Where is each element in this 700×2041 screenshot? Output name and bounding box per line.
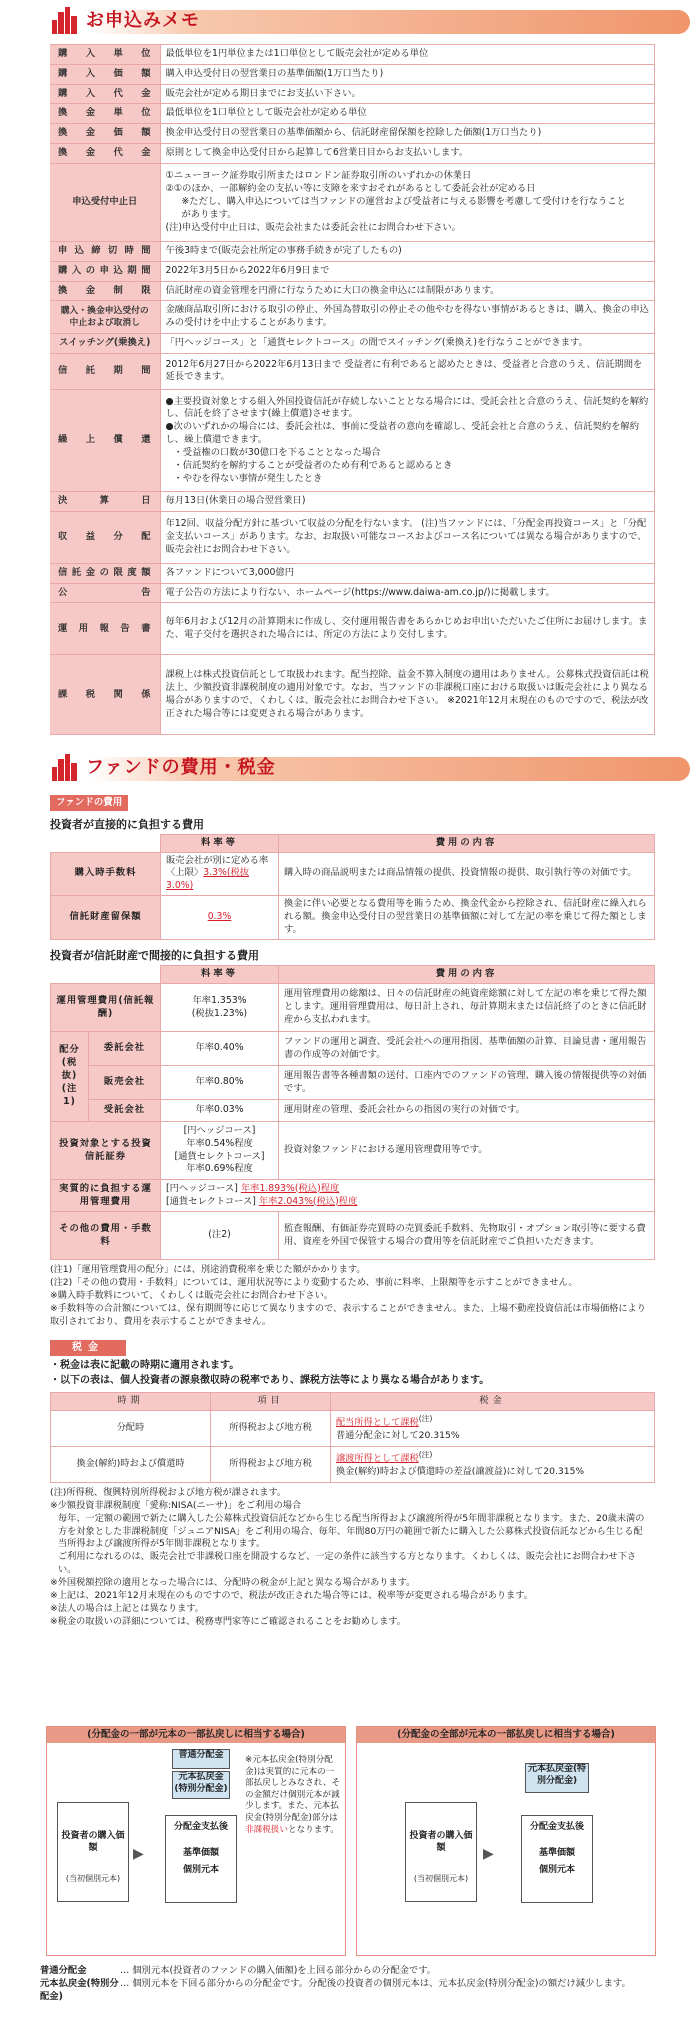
table-row <box>50 45 655 65</box>
redeem-line-1: ●主要投資対象とする組入外国投資信託が存続しないこととなる場合には、受託会社と合意のうえ、信託契約を解約し、信託を終了させます(繰上償還)させます。 <box>165 395 649 420</box>
buy-fee-content: 購入時の商品説明または商品情報の提供、投資情報の提供、取引執行等の対価です。 <box>279 852 655 895</box>
tax-item: 所得税および地方税 <box>211 1410 331 1446</box>
row-key: 換金単位 <box>50 104 160 124</box>
table-row <box>51 1212 655 1260</box>
arrow-right-icon: ▶ <box>133 1846 144 1862</box>
building-icon <box>50 6 82 36</box>
target-rate <box>161 1122 279 1180</box>
table-row <box>51 1066 655 1100</box>
row-value: 最低単位を1円単位または1口単位として販売会社が定める単位 <box>160 45 655 65</box>
investor-sub: (当初個別元本) <box>413 1874 469 1884</box>
diagram-partial-refund <box>46 1726 346 1956</box>
row-value: 2012年6月27日から2022年6月13日まで 受益者に有利であると認めたときは、受益者と合意のうえ、信託期間を延長できます。 <box>160 353 655 389</box>
target-content: 投資対象ファンドにおける運用管理費用等です。 <box>279 1122 655 1180</box>
row-key: 購入代金 <box>50 84 160 104</box>
tax-note: 毎年、一定額の範囲で新たに購入した公募株式投資信託などから生じる配当所得および譲渡所得が5年間非課税となります。また、20歳未満の方を対象とした非課税制度「ジュニアNISA」をご利用の場合、毎年、年間80万円の範囲で新たに購入した公募株式投資信託などから生じる配当所得および譲渡所得が5年間非課税となります。 <box>58 1512 645 1550</box>
direct-fee-table <box>50 834 655 940</box>
row-value <box>160 389 655 491</box>
table-header-row <box>51 834 655 852</box>
row-value: 金融商品取引所における取引の停止、外国為替取引の停止その他やむを得ない事情があるときは、購入、換金の申込みの受付けを中止することがあります。 <box>160 301 655 334</box>
tax-bullet-1: ・税金は表に記載の時期に適用されます。 <box>50 1360 240 1372</box>
table-row <box>50 511 655 563</box>
mgmt-rate-net: (税抜1.23%) <box>191 1007 248 1019</box>
legend-key: 元本払戻金(特別分配金) <box>40 1978 119 2003</box>
legend-key: 普通分配金 <box>40 1965 87 1976</box>
row-value: 午後3時まで(販売会社所定の事務手続きが完了したもの) <box>160 241 655 261</box>
tax-note: ※外国税額控除の適用となった場合には、分配時の税金が上記と異なる場合があります。 <box>50 1577 416 1588</box>
nav-label: 基準価額 <box>538 1847 575 1858</box>
alloc-key: 配分(税抜)(注1) <box>51 1032 89 1122</box>
actual-course-1: [円ヘッジコース] <box>166 1182 238 1194</box>
tax-type: 譲渡所得として課税 <box>336 1453 419 1465</box>
table-row <box>50 353 655 389</box>
refund-note-red: 非課税扱い <box>245 1824 288 1835</box>
diagram-title: (分配金の全部が元本の一部払戻しに相当する場合) <box>357 1727 655 1743</box>
diagram-legend <box>40 1964 660 2003</box>
buy-fee-rate <box>161 852 279 895</box>
refund-box: 元本払戻金(特別分配金) <box>172 1771 230 1799</box>
tax-note: ※税金の取扱いの詳細については、税務専門家等にご確認されることをお勧めします。 <box>50 1615 406 1627</box>
tax-note: ※少額投資非課税制度「愛称:NISA(ニーサ)」をご利用の場合 <box>50 1499 302 1511</box>
tax-note: ※法人の場合は上記とは異なります。 <box>50 1602 204 1614</box>
stop-line-1: ①ニューヨーク証券取引所またはロンドン証券取引所のいずれかの休業日 <box>165 170 472 182</box>
buy-rate-line: 販売会社が別に定める率 <box>166 854 269 866</box>
row-value: 「円ヘッジコース」と「通貨セレクトコース」の間でスイッチング(乗換え)を行なうことができます。 <box>160 334 655 354</box>
stop-line-2: ②①のほか、一部解約金の支払い等に支障を来すおそれがあるとして委託会社が定める日 <box>165 183 536 195</box>
row-value <box>160 163 655 241</box>
actual-rate-2: 年率2.043%(税込)程度 <box>258 1195 358 1207</box>
investor-label: 投資者の購入価額 <box>409 1831 473 1853</box>
buy-rate-value: 3.3%(税抜3.0%) <box>166 867 250 892</box>
row-key: 課税関係 <box>50 655 160 735</box>
reserve-key: 信託財産留保額 <box>51 896 161 940</box>
row-key: 換金代金 <box>50 144 160 164</box>
alloc-content: 運用報告書等各種書類の送付、口座内でのファンドの管理、購入後の情報提供等の対価です。 <box>279 1066 655 1100</box>
row-key: 購入の申込期間 <box>50 261 160 281</box>
after-label: 分配金支払後 <box>529 1822 584 1832</box>
memo-section-header <box>50 6 690 36</box>
row-value: 各ファンドについて3,000億円 <box>160 563 655 583</box>
row-key: 換金価額 <box>50 124 160 144</box>
tax-type: 配当所得として課税 <box>336 1417 419 1429</box>
target-rate-3: [通貨セレクトコース] <box>174 1150 265 1162</box>
legend-row <box>40 1964 660 1977</box>
mgmt-rate <box>161 984 279 1032</box>
mgmt-key: 運用管理費用(信託報酬) <box>51 984 161 1032</box>
ordinary-box: 普通分配金 <box>172 1749 230 1769</box>
investor-price-box <box>405 1802 477 1902</box>
row-value: 毎月13日(休業日の場合翌営業日) <box>160 491 655 511</box>
alloc-content: ファンドの運用と調査、受託会社への運用指図、基準価額の計算、目論見書・運用報告書の作成等の対価です。 <box>279 1032 655 1066</box>
table-row <box>51 1446 655 1482</box>
table-row <box>51 1410 655 1446</box>
table-row <box>51 1100 655 1122</box>
stop-line-4: (注)申込受付中止日は、販売会社または委託会社にお問合わせ下さい。 <box>165 221 461 233</box>
building-icon <box>50 753 82 783</box>
table-row <box>51 984 655 1032</box>
target-rate-2: 年率0.54%程度 <box>186 1137 253 1149</box>
table-row <box>50 563 655 583</box>
fees-title: ファンドの費用・税金 <box>86 757 276 778</box>
row-key: 申込締切時間 <box>50 241 160 261</box>
row-value: 換金申込受付日の翌営業日の基準価額から、信託財産留保額を控除した価額(1万口当たり) <box>160 124 655 144</box>
tax-rate: 普通分配金に対して20.315% <box>336 1429 460 1441</box>
stop-line-3: ※ただし、購入申込については当ファンドの運営および受益者に与える影響を考慮して受付けを行なうことがあります。 <box>181 196 626 220</box>
row-key: 繰上償還 <box>50 389 160 491</box>
table-row <box>51 1032 655 1066</box>
row-key: 換金制限 <box>50 281 160 301</box>
table-row <box>50 104 655 124</box>
target-rate-1: [円ヘッジコース] <box>183 1124 256 1136</box>
tax-header: 時期 <box>51 1393 211 1411</box>
refund-note <box>245 1755 341 1836</box>
after-box <box>165 1815 237 1903</box>
actual-rate-1: 年率1.893%(税込)程度 <box>240 1182 340 1194</box>
redeem-line-4: ・信託契約を解約することが受益者のため有利であると認めるとき <box>173 459 453 471</box>
after-box <box>521 1815 593 1903</box>
alloc-who: 受託会社 <box>89 1100 161 1122</box>
arrow-right-icon: ▶ <box>483 1846 494 1862</box>
tax-note: ご利用になれるのは、販売会社で非課税口座を開設するなど、一定の条件に該当する方となります。くわしくは、販売会社にお問合わせ下さい。 <box>58 1551 637 1576</box>
fee-notes <box>50 1264 655 1328</box>
other-content: 監査報酬、有価証券売買時の売買委託手数料、先物取引・オプション取引等に要する費用、資産を外国で保管する場合の費用等を信託財産でご負担いただきます。 <box>279 1212 655 1260</box>
table-row <box>50 334 655 354</box>
memo-title: お申込みメモ <box>86 9 200 31</box>
indiv-label: 個別元本 <box>182 1865 219 1876</box>
refund-box: 元本払戻金(特別分配金) <box>525 1763 589 1793</box>
indirect-fee-table <box>50 965 655 1260</box>
tax-when: 換金(解約)時および償還時 <box>51 1446 211 1482</box>
row-key: 信託期間 <box>50 353 160 389</box>
legend-value: … 個別元本を下回る部分からの分配金です。分配後の投資者の個別元本は、元本払戻金(特別分配金)の額だけ減少します。 <box>120 1978 631 1990</box>
buy-fee-key: 購入時手数料 <box>51 852 161 895</box>
tax-note: ※上記は、2021年12月末現在のものですので、税法が改正された場合等には、税率等が変更される場合があります。 <box>50 1589 533 1601</box>
fee-note: (注1)「運用管理費用の配分」には、別途消費税率を乗じた額がかかります。 <box>50 1264 366 1276</box>
after-label: 分配金支払後 <box>173 1822 228 1832</box>
tax-value <box>331 1446 655 1482</box>
memo-table <box>50 44 655 735</box>
tax-tag: 税金 <box>50 1340 126 1356</box>
reserve-rate: 0.3% <box>161 896 279 940</box>
nav-label: 基準価額 <box>182 1847 219 1858</box>
table-row <box>50 301 655 334</box>
alloc-content: 運用財産の管理、委託会社からの指図の実行の対価です。 <box>279 1100 655 1122</box>
content-header: 費用の内容 <box>279 966 655 984</box>
row-value: 課税上は株式投資信託として取扱われます。配当控除、益金不算入制度の適用はありません。公募株式投資信託は税法上、少額投資非課税制度の適用対象です。なお、当ファンドの非課税口座における取扱いは販売会社により異なる場合がありますので、くわしくは、販売会社にお問合わせ下さい。 ※2021年12月末現在のものですので、税法が改正された場合等には変更される場合があります。 <box>160 655 655 735</box>
table-row <box>50 603 655 655</box>
row-key: 購入・換金申込受付の中止および取消し <box>50 301 160 334</box>
alloc-who: 販売会社 <box>89 1066 161 1100</box>
row-key: 購入価額 <box>50 64 160 84</box>
table-row <box>50 389 655 491</box>
table-row <box>50 84 655 104</box>
table-header-row <box>51 1393 655 1411</box>
diagram-full-refund <box>356 1726 656 1956</box>
tax-note: (注)所得税、復興特別所得税および地方税が課されます。 <box>50 1486 287 1498</box>
fee-note: ※購入時手数料について、くわしくは販売会社にお問合わせ下さい。 <box>50 1289 333 1301</box>
other-key: その他の費用・手数料 <box>51 1212 161 1260</box>
rate-header: 料率等 <box>161 966 279 984</box>
table-row <box>50 261 655 281</box>
mgmt-rate-line: 年率1.353% <box>192 994 247 1006</box>
redeem-line-5: ・やむを得ない事情が発生したとき <box>173 472 323 484</box>
row-value: 年12回、収益分配方針に基づいて収益の分配を行ないます。 (注)当ファンドには、「分配金再投資コース」と「分配金支払いコース」があります。なお、お取扱い可能なコースおよびコース名については異なる場合がありますので、販売会社にお問合わせ下さい。 <box>160 511 655 563</box>
investor-price-box <box>57 1802 129 1902</box>
row-value: 2022年3月5日から2022年6月9日まで <box>160 261 655 281</box>
tax-when: 分配時 <box>51 1410 211 1446</box>
diagram-title: (分配金の一部が元本の一部払戻しに相当する場合) <box>47 1727 345 1743</box>
legend-row <box>40 1977 660 2003</box>
alloc-who: 委託会社 <box>89 1032 161 1066</box>
mgmt-content: 運用管理費用の総額は、日々の信託財産の純資産総額に対して左記の率を乗じて得た額とします。運用管理費用は、毎日計上され、毎計算期末または信託終了のときに信託財産から支払われます。 <box>279 984 655 1032</box>
tax-note-ref: (注) <box>418 1414 433 1424</box>
row-value: 販売会社が定める期日までにお支払い下さい。 <box>160 84 655 104</box>
alloc-rate: 年率0.40% <box>161 1032 279 1066</box>
refund-note-1: ※元本払戻金(特別分配金)は実質的に元本の一部払戻しとみなされ、その金額だけ個別元本が減少します。 <box>245 1755 341 1812</box>
table-row <box>50 124 655 144</box>
tax-rate: 換金(解約)時および償還時の差益(譲渡益)に対して20.315% <box>336 1465 585 1477</box>
table-row <box>50 655 655 735</box>
row-value: 購入申込受付日の翌営業日の基準価額(1万口当たり) <box>160 64 655 84</box>
alloc-rate: 年率0.03% <box>161 1100 279 1122</box>
target-key: 投資対象とする投資信託証券 <box>51 1122 161 1180</box>
reserve-content: 換金に伴い必要となる費用等を賄うため、換金代金から控除され、信託財産に繰入れられる額。換金申込受付日の翌営業日の基準価額に対して左記の率を乗じて得た額とします。 <box>279 896 655 940</box>
table-row <box>50 144 655 164</box>
tax-header: 項目 <box>211 1393 331 1411</box>
fee-note: ※手数料等の合計額については、保有期間等に応じて異なりますので、表示することができません。また、上場不動産投資信託は市場価格により取引されており、費用を表示することができません。 <box>50 1302 646 1327</box>
row-value: 毎年6月および12月の計算期末に作成し、交付運用報告書をあらかじめお申出いただいたご住所にお届けします。また、電子交付を選択された場合には、所定の方法により交付します。 <box>160 603 655 655</box>
row-key: 収益分配 <box>50 511 160 563</box>
direct-fee-heading: 投資者が直接的に負担する費用 <box>50 817 204 831</box>
tax-bullet-2: ・以下の表は、個人投資者の源泉徴収時の税率であり、課税方法等により異なる場合があります。 <box>50 1375 490 1387</box>
blank-header <box>51 834 161 852</box>
table-row <box>50 491 655 511</box>
table-row <box>51 896 655 940</box>
table-row <box>50 163 655 241</box>
indiv-label: 個別元本 <box>538 1865 575 1876</box>
redeem-line-3: ・受益権の口数が30億口を下ることとなった場合 <box>173 446 381 458</box>
blank-header <box>51 966 161 984</box>
row-key: 決算日 <box>50 491 160 511</box>
alloc-rate: 年率0.80% <box>161 1066 279 1100</box>
buy-rate-cap: 〈上限〉 <box>166 867 204 879</box>
table-row <box>50 241 655 261</box>
row-value: 最低単位を1口単位として販売会社が定める単位 <box>160 104 655 124</box>
row-key: スイッチング(乗換え) <box>50 334 160 354</box>
tax-value <box>331 1410 655 1446</box>
actual-value <box>161 1180 655 1212</box>
content-header: 費用の内容 <box>279 834 655 852</box>
fees-section-header <box>50 753 690 783</box>
table-row <box>50 64 655 84</box>
row-key: 運用報告書 <box>50 603 160 655</box>
table-row <box>51 1122 655 1180</box>
refund-note-3: となります。 <box>287 1824 339 1835</box>
actual-course-2: [通貨セレクトコース] <box>166 1195 256 1207</box>
row-value: 原則として換金申込受付日から起算して6営業日目からお支払いします。 <box>160 144 655 164</box>
fee-note: (注2)「その他の費用・手数料」については、運用状況等により変動するため、事前に料率、上限額等を示すことができません。 <box>50 1276 578 1288</box>
tax-note-ref: (注) <box>418 1450 433 1460</box>
rate-header: 料率等 <box>161 834 279 852</box>
tax-table <box>50 1392 655 1483</box>
indirect-fee-heading: 投資者が信託財産で間接的に負担する費用 <box>50 949 259 963</box>
row-value: 信託財産の資金管理を円滑に行なうために大口の換金申込には制限があります。 <box>160 281 655 301</box>
tax-notes <box>50 1487 655 1629</box>
actual-key: 実質的に負担する運用管理費用 <box>51 1180 161 1212</box>
refund-note-2: また、元本払戻金(特別分配金)部分は <box>245 1801 339 1823</box>
investor-sub: (当初個別元本) <box>65 1874 121 1884</box>
target-rate-4: 年率0.69%程度 <box>186 1163 253 1175</box>
other-rate: (注2) <box>161 1212 279 1260</box>
row-key: 購入単位 <box>50 45 160 65</box>
table-row <box>51 852 655 895</box>
table-row <box>51 1180 655 1212</box>
fund-fee-tag: ファンドの費用 <box>50 795 128 810</box>
table-row <box>50 281 655 301</box>
tax-item: 所得税および地方税 <box>211 1446 331 1482</box>
investor-label: 投資者の購入価額 <box>61 1831 125 1853</box>
table-header-row <box>51 966 655 984</box>
row-key: 信託金の限度額 <box>50 563 160 583</box>
table-row <box>50 583 655 603</box>
row-key: 公告 <box>50 583 160 603</box>
row-key: 申込受付中止日 <box>50 163 160 241</box>
redeem-line-2: ●次のいずれかの場合には、委託会社は、事前に受益者の意向を確認し、受託会社と合意のうえ、信託契約を解約し、繰上償還できます。 <box>165 421 640 446</box>
row-value: 電子公告の方法により行ない、ホームページ(https://www.daiwa-am.co.jp/)に掲載します。 <box>160 583 655 603</box>
legend-value: … 個別元本(投資者のファンドの購入価額)を上回る部分からの分配金です。 <box>120 1965 437 1976</box>
tax-header: 税金 <box>331 1393 655 1411</box>
